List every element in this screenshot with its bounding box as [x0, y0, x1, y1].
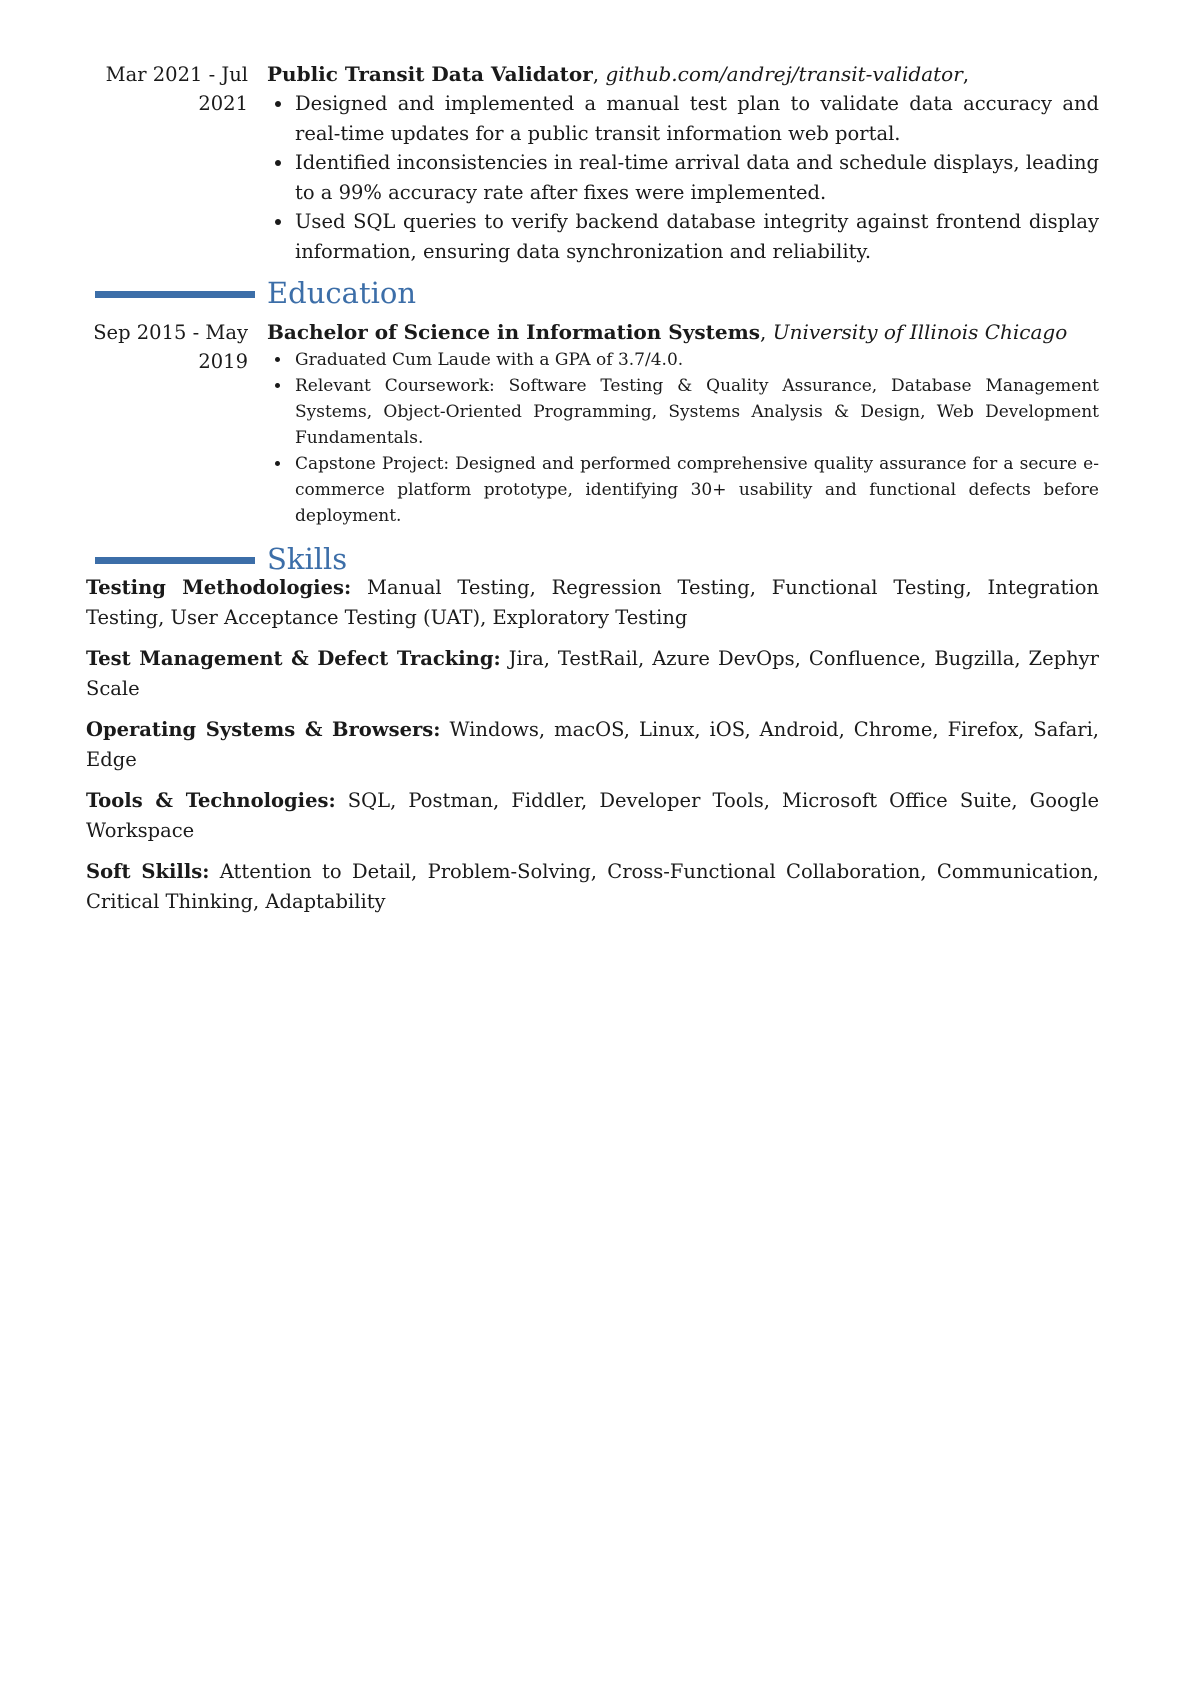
- skill-row: [86, 644, 1099, 703]
- education-date: [80, 318, 248, 376]
- list-item: Graduated Cum Laude with a GPA of 3.7/4.0.: [267, 347, 1099, 373]
- project-link[interactable]: github.com/andrej/transit-validator: [605, 62, 963, 86]
- education-school: University of Illinois Chicago: [772, 320, 1068, 344]
- skill-label: Soft Skills:: [86, 860, 210, 883]
- education-body: [267, 318, 1099, 529]
- education-date-start: Sep 2015 - May: [93, 321, 248, 344]
- education-date-end: 2019: [198, 350, 248, 373]
- education-section-header: [0, 275, 1190, 315]
- project-bullets: [267, 89, 1099, 266]
- list-item: Identified inconsistencies in real-time arrival data and schedule displays, leading to a 99% accuracy rate after fixes were implemented.: [267, 148, 1099, 207]
- education-title-line: Bachelor of Science in Information Systems, University of Illinois Chicago: [267, 320, 1068, 344]
- skill-label: Tools & Technologies:: [86, 789, 336, 812]
- skill-label: Operating Systems & Browsers:: [86, 718, 441, 741]
- skill-text: Windows, macOS, Linux, iOS, Android, Chrome, Firefox, Safari, Edge: [86, 718, 1099, 771]
- project-title-line: Public Transit Data Validator, github.com/andrej/transit-validator,: [267, 62, 970, 86]
- project-title: Public Transit Data Validator: [267, 62, 593, 86]
- list-item: Designed and implemented a manual test plan to validate data accuracy and real-time updates for a public transit information web portal.: [267, 89, 1099, 148]
- skill-row: [86, 786, 1099, 845]
- skill-label: Testing Methodologies:: [86, 576, 352, 599]
- education-bullets: [267, 347, 1099, 529]
- project-date-end: 2021: [198, 92, 248, 115]
- section-title-skills: Skills: [267, 542, 348, 576]
- section-title-education: Education: [267, 276, 417, 310]
- skill-text: Jira, TestRail, Azure DevOps, Confluence, Bugzilla, Zephyr Scale: [86, 647, 1099, 700]
- skill-label: Test Management & Defect Tracking:: [86, 647, 501, 670]
- skills-list: [86, 573, 1099, 928]
- list-item: Used SQL queries to verify backend database integrity against frontend display information, ensuring data synchronization and reliability.: [267, 207, 1099, 266]
- skill-row: [86, 857, 1099, 916]
- project-date: [80, 60, 248, 118]
- project-body: [267, 60, 1099, 266]
- skill-text: Manual Testing, Regression Testing, Functional Testing, Integration Testing, User Acceptance Testing (UAT), Exploratory Testing: [86, 576, 1099, 629]
- project-date-start: Mar 2021 - Jul: [105, 63, 248, 86]
- skill-row: [86, 573, 1099, 632]
- skill-text: SQL, Postman, Fiddler, Developer Tools, Microsoft Office Suite, Google Workspace: [86, 789, 1099, 842]
- section-accent-bar: [95, 557, 255, 564]
- education-degree: Bachelor of Science in Information Systems: [267, 320, 760, 344]
- list-item: Relevant Coursework: Software Testing & Quality Assurance, Database Management Systems, Object-Oriented Programming, Systems Analysis & Design, Web Development Fundamentals.: [267, 373, 1099, 451]
- skill-text: Attention to Detail, Problem-Solving, Cross-Functional Collaboration, Communication, Critical Thinking, Adaptability: [86, 860, 1099, 913]
- list-item: Capstone Project: Designed and performed comprehensive quality assurance for a secure e-commerce platform prototype, identifying 30+ usability and functional defects before deployment.: [267, 451, 1099, 529]
- skill-row: [86, 715, 1099, 774]
- section-accent-bar: [95, 291, 255, 298]
